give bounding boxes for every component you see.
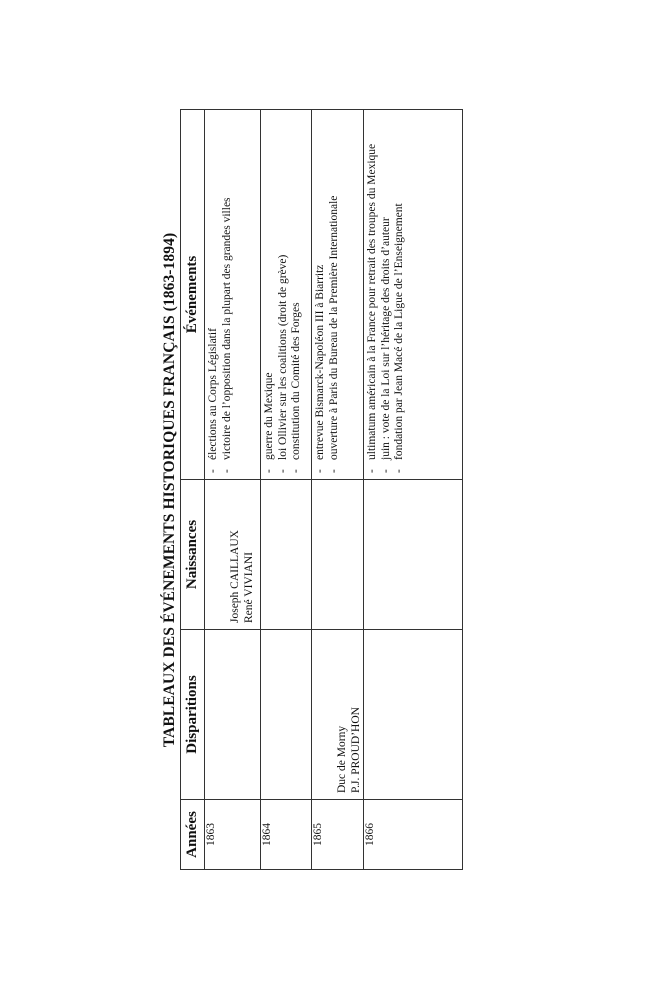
header-evenements: Événements	[181, 110, 205, 480]
disparitions-cell	[261, 630, 312, 800]
events-table	[180, 109, 463, 870]
dash-marker: -	[220, 469, 233, 473]
naissances-cell	[261, 480, 312, 630]
dash-marker: -	[207, 469, 219, 473]
evenements-cell	[364, 110, 463, 480]
naissance-item: Joseph CAILLAUX	[229, 530, 241, 623]
dash-marker: -	[327, 469, 340, 473]
evenement-item: - guerre du Mexique	[263, 372, 275, 473]
disparitions-cell	[312, 630, 364, 800]
evenements-cell	[205, 110, 261, 480]
table-row	[205, 110, 261, 870]
disparition-item: P.J. PROUD’HON	[349, 707, 362, 793]
disparitions-cell	[205, 630, 261, 800]
evenement-item: - ouverture à Paris du Bureau de la Première Internationale	[327, 195, 340, 473]
year-cell: 1863	[205, 800, 261, 870]
header-annees: Années	[181, 800, 205, 870]
evenement-item: - juin : vote de la Loi sur l’héritage des droits d’auteur	[379, 217, 392, 473]
dash-marker: -	[276, 469, 289, 473]
dash-marker: -	[290, 469, 302, 473]
evenements-cell	[312, 110, 364, 480]
evenement-item: - constitution du Comité des Forges	[290, 302, 302, 473]
evenement-item: - fondation par Jean Macé de la Ligue de l’Enseignement	[393, 203, 405, 473]
year-cell: 1864	[261, 800, 312, 870]
header-naissances: Naissances	[181, 480, 205, 630]
dash-marker: -	[314, 469, 326, 473]
header-disparitions: Disparitions	[181, 630, 205, 800]
table-row	[364, 110, 463, 870]
year-cell: 1865	[312, 800, 364, 870]
dash-marker: -	[366, 469, 378, 473]
evenement-item: - loi Ollivier sur les coalitions (droit de grève)	[276, 254, 289, 473]
naissances-cell	[364, 480, 463, 630]
rotated-page-content	[160, 110, 460, 870]
evenement-item: - entrevue Bismarck-Napoléon III à Biarritz	[314, 264, 326, 473]
naissances-cell	[205, 480, 261, 630]
evenement-item: - élections au Corps Législatif	[207, 328, 219, 473]
header-row	[181, 110, 205, 870]
evenements-cell	[261, 110, 312, 480]
naissance-item: René VIVIANI	[242, 551, 255, 623]
year-cell: 1866	[364, 800, 463, 870]
evenement-item: - victoire de l’opposition dans la plupart des grandes villes	[220, 197, 233, 473]
table-row	[312, 110, 364, 870]
table-row	[261, 110, 312, 870]
dash-marker: -	[263, 469, 275, 473]
naissances-cell	[312, 480, 364, 630]
evenement-item: - ultimatum américain à la France pour retrait des troupes du Mexique	[366, 143, 378, 473]
dash-marker: -	[379, 469, 392, 473]
disparitions-cell	[364, 630, 463, 800]
disparition-item: Duc de Morny	[336, 725, 348, 793]
document-title: TABLEAUX DES ÉVÉNEMENTS HISTORIQUES FRANÇAIS (1863-1894)	[161, 232, 178, 748]
dash-marker: -	[393, 469, 405, 473]
